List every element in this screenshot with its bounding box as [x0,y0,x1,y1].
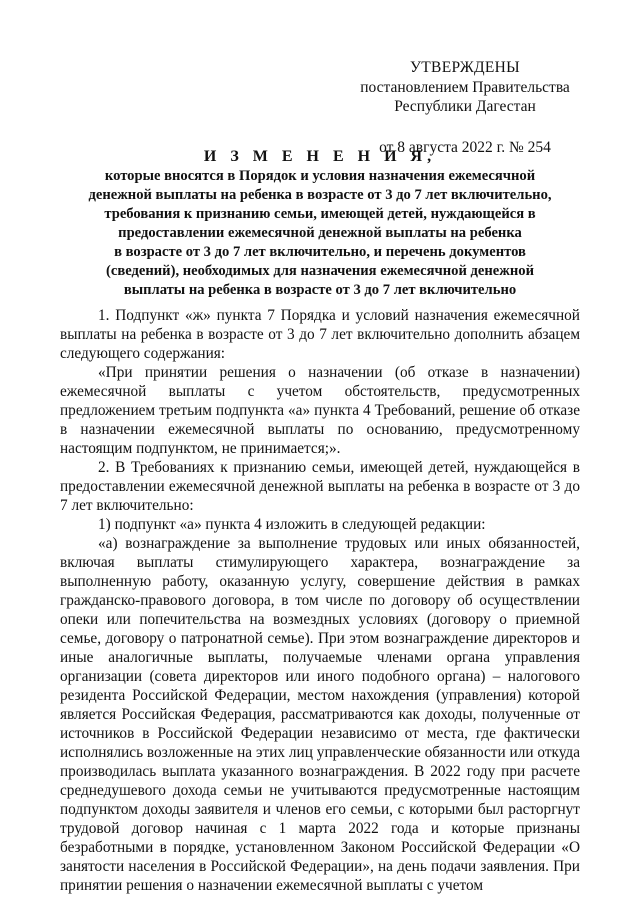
approval-line-1: постановлением Правительства [360,78,570,96]
title-line: которые вносятся в Порядок и условия назначения ежемесячной [104,168,536,184]
title-line: (сведений), необходимых для назначения ежемесячной денежной [106,263,534,279]
title-line: в возрасте от 3 до 7 лет включительно, и перечень документов [114,244,526,260]
paragraph: «а) вознаграждение за выполнение трудовых или иных обязанностей, включая выплаты стимулирующего характера, вознаграждение за выполненную работу, оказанную услугу, совершение действия в рамках гражданско-правового договора, в том числе по договору об осуществлении опеки или попечительства на возмездных условиях (договору о приемной семье, договору о патронатной семье). При этом вознаграждение директоров и иные аналогичные выплаты, получаемые членами органа управления организации (совета директоров или иного подобного органа) – налогового резидента Российской Федерации, местом нахождения (управления) которой является Российская Федерация, рассматриваются как доходы, полученные от источников в Российской Федерации независимо от места, где фактически исполнялись возложенные на этих лиц управленческие обязанности или откуда производилась выплата указанного вознаграждения. В 2022 году при расчете среднедушевого дохода семьи не учитываются предусмотренные настоящим подпунктом доходы заявителя и членов его семьи, с которыми был расторгнут трудовой договор начиная с 1 марта 2022 года и которые признаны безработными в порядке, установленном Законом Российской Федерации «О занятости населения в Российской Федерации», на день подачи заявления. При принятии решения о назначении ежемесячной выплаты с учетом [60,535,580,894]
paragraph: 1. Подпункт «ж» пункта 7 Порядка и условий назначения ежемесячной выплаты на ребенка в возрасте от 3 до 7 лет включительно дополнить абзацем следующего содержания: [60,307,580,362]
document-title [60,147,580,300]
title-line: денежной выплаты на ребенка в возрасте от 3 до 7 лет включительно, [88,187,552,203]
paragraph: 2. В Требованиях к признанию семьи, имеющей детей, нуждающейся в предоставлении ежемесячной денежной выплаты на ребенка в возрасте от 3 до 7 лет включительно: [60,459,580,514]
approval-date: от 8 августа 2022 г. № 254 [379,138,551,156]
title-line: выплаты на ребенка в возрасте от 3 до 7 лет включительно [123,282,517,298]
title-line: требования к признанию семьи, имеющей детей, нуждающейся в [104,206,536,222]
document-body [60,306,580,895]
paragraph: 1) подпункт «а» пункта 4 изложить в следующей редакции: [98,516,486,533]
approval-stamp [340,58,590,157]
title-heading: И З М Е Н Е Н И Я, [203,148,437,165]
approval-line-2: Республики Дагестан [394,98,536,115]
title-line: предоставлении ежемесячной денежной выплаты на ребенка [118,225,522,241]
approval-heading: УТВЕРЖДЕНЫ [410,59,520,76]
paragraph: «При принятии решения о назначении (об отказе в назначении) ежемесячной выплаты с учетом обстоятельств, предусмотренных предложением третьим подпункта «а» пункта 4 Требований, решение об отказе в назначении ежемесячной выплаты по основанию, предусмотренному настоящим подпунктом, не принимается;». [60,364,580,457]
